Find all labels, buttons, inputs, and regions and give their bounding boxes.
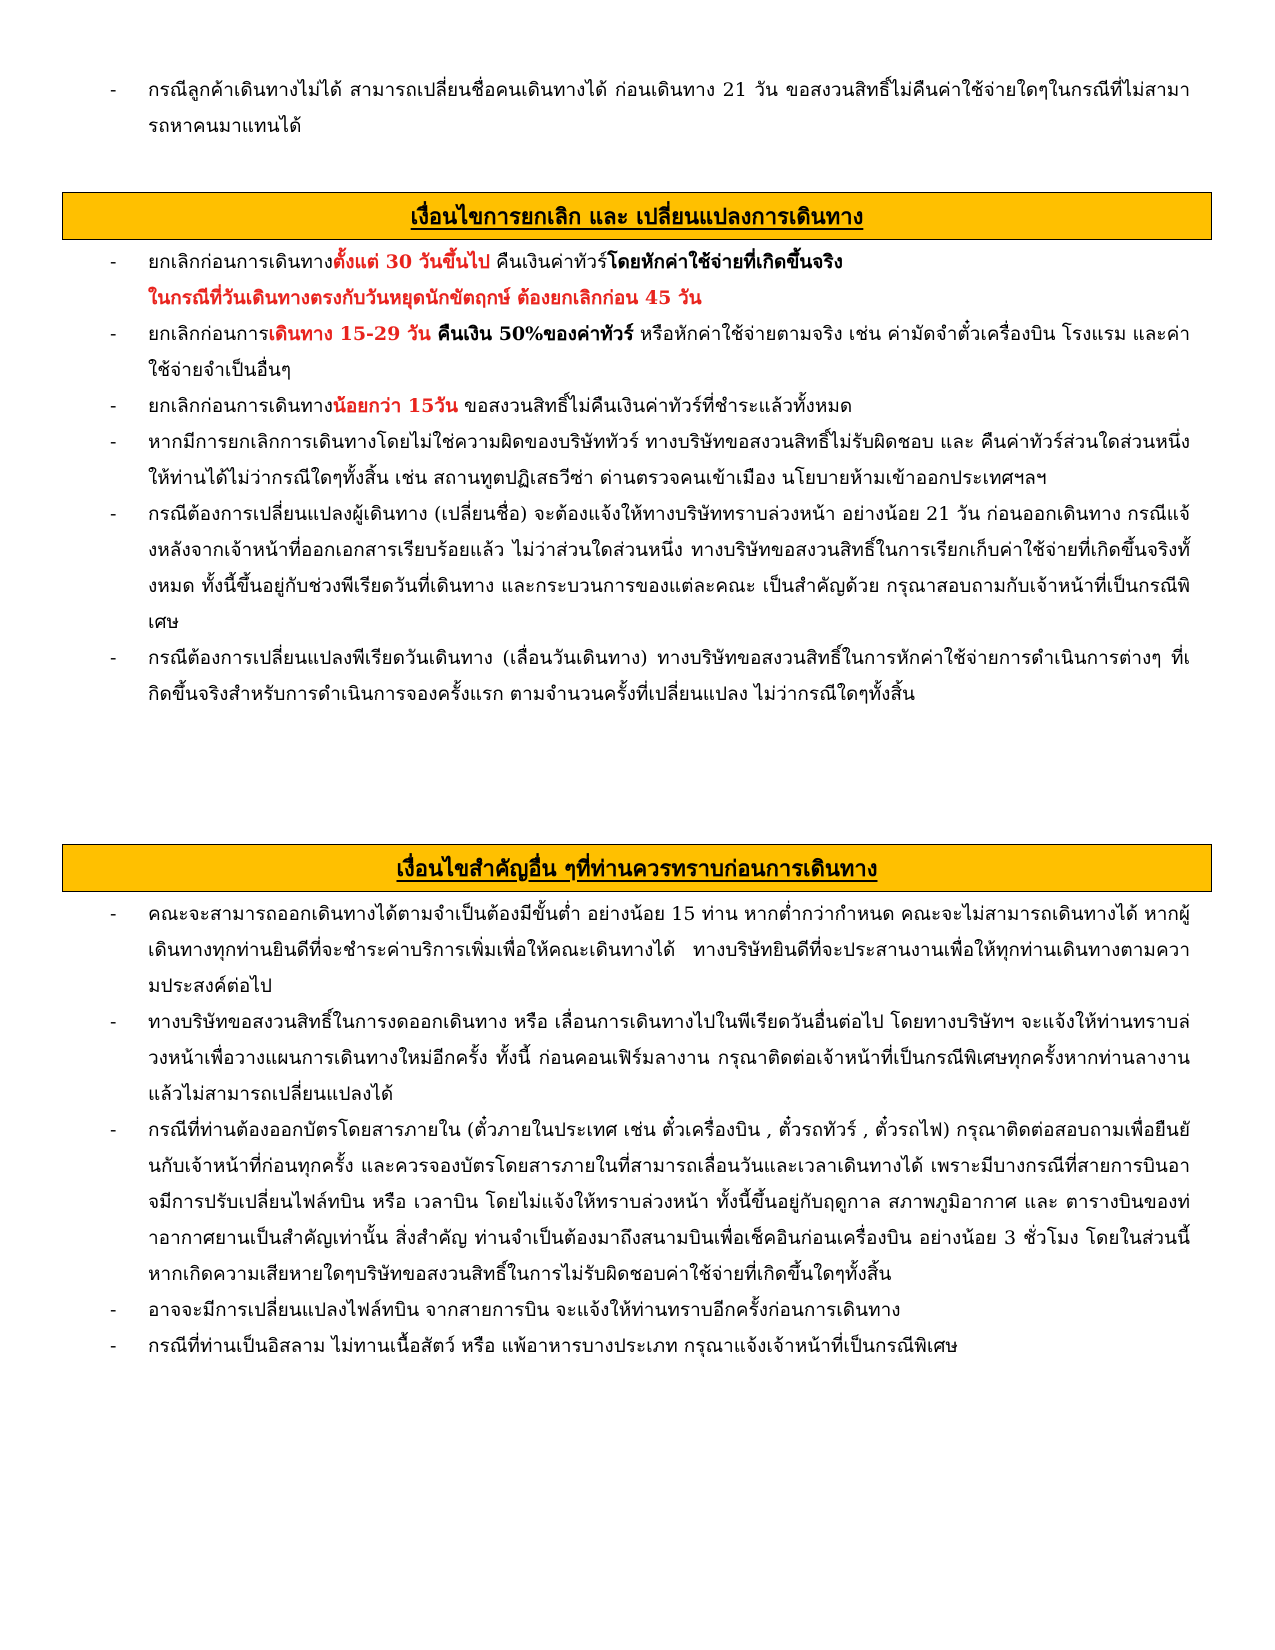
cancel-item6-text: กรณีต้องการเปลี่ยนแปลงพีเรียดวันเดินทาง (เลื่อนวันเดินทาง) ทางบริษัทขอสงวนสิทธิ์ในการหักค่าใช้จ่ายการดำเนินการต่างๆ ที่เกิดขึ้นจริงสำหรับการดำเนินการจองครั้งแรก ตามจำนวนครั้งที่เปลี่ยนแปลง ไม่ว่ากรณีใดๆทั้งสิ้น: [148, 647, 1190, 705]
cancel-item1-holiday-note: ในกรณีที่วันเดินทางตรงกับวันหยุดนักขัตฤกษ์ ต้องยกเลิกก่อน 45 วัน: [148, 287, 702, 309]
cancel-item5-text: กรณีต้องการเปลี่ยนแปลงผู้เดินทาง (เปลี่ยนชื่อ) จะต้องแจ้งให้ทางบริษัททราบล่วงหน้า อย่างน้อย 21 วัน ก่อนออกเดินทาง กรณีแจ้งหลังจากเจ้าหน้าที่ออกเอกสารเรียบร้อยแล้ว ไม่ว่าส่วนใดส่วนหนึ่ง ทางบริษัทขอสงวนสิทธิ์ในการเรียกเก็บค่าใช้จ่ายที่เกิดขึ้นจริงทั้งหมด ทั้งนี้ขึ้นอยู่กับช่วงพีเรียดวันที่เดินทาง และกระบวนการของแต่ละคณะ เป็นสำคัญด้วย กรุณาสอบถามกับเจ้าหน้าที่เป็นกรณีพิเศษ: [148, 503, 1190, 633]
cancel-item2-text: ยกเลิกก่อนการ: [148, 323, 269, 345]
bullet-dash: -: [110, 79, 117, 101]
list-item: [110, 496, 1190, 640]
bullet-dash: -: [110, 251, 117, 273]
bullet-dash: -: [110, 395, 117, 417]
intro-list: [110, 72, 1190, 144]
other-item-text: ทางบริษัทขอสงวนสิทธิ์ในการงดออกเดินทาง หรือ เลื่อนการเดินทางไปในพีเรียดวันอื่นต่อไป โดยทางบริษัทฯ จะแจ้งให้ท่านทราบล่วงหน้าเพื่อวางแผนการเดินทางใหม่อีกครั้ง ทั้งนี้ ก่อนคอนเฟิร์มลางาน กรุณาติดต่อเจ้าหน้าที่เป็นกรณีพิเศษทุกครั้งหากท่านลางานแล้วไม่สามารถเปลี่ยนแปลงได้: [148, 1011, 1190, 1105]
list-item: [110, 316, 1190, 388]
cancel-item3-highlight: น้อยกว่า 15วัน: [332, 395, 458, 417]
cancel-item2-refund: คืนเงิน 50%ของค่าทัวร์: [430, 323, 634, 345]
other-item-text: กรณีที่ท่านต้องออกบัตรโดยสารภายใน (ตั๋วภายในประเทศ เช่น ตั๋วเครื่องบิน , ตั๋วรถทัวร์ , ตั๋วรถไฟ) กรุณาติดต่อสอบถามเพื่อยืนยันกับเจ้าหน้าที่ก่อนทุกครั้ง และควรจองบัตรโดยสารภายในที่สามารถเลื่อนวันและเวลาเดินทางได้ เพราะมีบางกรณีที่สายการบินอาจมีการปรับเปลี่ยนไฟล์ทบิน หรือ เวลาบิน โดยไม่แจ้งให้ทราบล่วงหน้า ทั้งนี้ขึ้นอยู่กับฤดูกาล สภาพภูมิอากาศ และ ตารางบินของท่าอากาศยานเป็นสำคัญเท่านั้น สิ่งสำคัญ ท่านจำเป็นต้องมาถึงสนามบินเพื่อเช็คอินก่อนเครื่องบิน อย่างน้อย 3 ชั่วโมง โดยในส่วนนี้หากเกิดความเสียหายใดๆบริษัทขอสงวนสิทธิ์ในการไม่รับผิดชอบค่าใช้จ่ายที่เกิดขึ้นใดๆทั้งสิ้น: [148, 1119, 1190, 1285]
bullet-dash: -: [110, 431, 117, 453]
other-item-text: คณะจะสามารถออกเดินทางได้ตามจำเป็นต้องมีขั้นต่ำ อย่างน้อย 15 ท่าน หากต่ำกว่ากำหนด คณะจะไม่สามารถเดินทางได้ หากผู้เดินทางทุกท่านยินดีที่จะชำระค่าบริการเพิ่มเพื่อให้คณะเดินทางได้ ทางบริษัทยินดีที่จะประสานงานเพื่อให้ทุกท่านเดินทางตามความประสงค์ต่อไป: [148, 903, 1190, 997]
list-item: [110, 244, 1190, 316]
bullet-dash: -: [110, 1011, 117, 1033]
bullet-dash: -: [110, 323, 117, 345]
cancellation-list: [110, 244, 1190, 712]
cancel-item2-highlight: เดินทาง 15-29 วัน: [268, 323, 431, 345]
list-item: [110, 424, 1190, 496]
cancel-item3-rest: ขอสงวนสิทธิ์ไม่คืนเงินค่าทัวร์ที่ชำระแล้วทั้งหมด: [457, 395, 853, 417]
cancellation-header-title: เงื่อนไขการยกเลิก และ เปลี่ยนแปลงการเดินทาง: [410, 203, 864, 230]
other-conditions-list: [110, 896, 1190, 1364]
cancel-item4-text: หากมีการยกเลิกการเดินทางโดยไม่ใช่ความผิดของบริษัททัวร์ ทางบริษัทขอสงวนสิทธิ์ไม่รับผิดชอบ และ คืนค่าทัวร์ส่วนใดส่วนหนึ่งให้ท่านได้ไม่ว่ากรณีใดๆทั้งสิ้น เช่น สถานทูตปฏิเสธวีซ่า ด่านตรวจคนเข้าเมือง นโยบายห้ามเข้าออกประเทศฯลฯ: [148, 431, 1190, 489]
bullet-dash: -: [110, 1119, 117, 1141]
bullet-dash: -: [110, 1335, 117, 1357]
list-item: [110, 1328, 1190, 1364]
list-item: [110, 72, 1190, 144]
list-item: [110, 388, 1190, 424]
other-conditions-header-title: เงื่อนไขสำคัญอื่น ๆที่ท่านควรทราบก่อนการเดินทาง: [396, 855, 878, 882]
other-item-text: อาจจะมีการเปลี่ยนแปลงไฟล์ทบิน จากสายการบิน จะแจ้งให้ท่านทราบอีกครั้งก่อนการเดินทาง: [148, 1299, 901, 1321]
list-item: [110, 896, 1190, 1004]
bullet-dash: -: [110, 1299, 117, 1321]
list-item: [110, 1112, 1190, 1292]
cancel-item1-refund: คืนเงินค่าทัวร์: [489, 251, 608, 273]
cancel-item2-rest: หรือหักค่าใช้จ่ายตามจริง เช่น ค่ามัดจำตั๋วเครื่องบิน โรงแรม และค่าใช้จ่ายจำเป็นอื่นๆ: [148, 323, 1190, 381]
bullet-dash: -: [110, 503, 117, 525]
cancel-item1-deduct: โดยหักค่าใช้จ่ายที่เกิดขึ้นจริง: [607, 251, 843, 273]
bullet-dash: -: [110, 903, 117, 925]
intro-item-text: กรณีลูกค้าเดินทางไม่ได้ สามารถเปลี่ยนชื่อคนเดินทางได้ ก่อนเดินทาง 21 วัน ขอสงวนสิทธิ์ไม่คืนค่าใช้จ่ายใดๆในกรณีที่ไม่สามารถหาคนมาแทนได้: [148, 79, 1190, 137]
list-item: [110, 1004, 1190, 1112]
list-item: [110, 640, 1190, 712]
other-conditions-section-header: [62, 844, 1212, 892]
cancel-item1-text: ยกเลิกก่อนการเดินทาง: [148, 251, 333, 273]
cancellation-section-header: [62, 192, 1212, 240]
bullet-dash: -: [110, 647, 117, 669]
list-item: [110, 1292, 1190, 1328]
cancel-item3-text: ยกเลิกก่อนการเดินทาง: [148, 395, 333, 417]
other-item-text: กรณีที่ท่านเป็นอิสลาม ไม่ทานเนื้อสัตว์ หรือ แพ้อาหารบางประเภท กรุณาแจ้งเจ้าหน้าที่เป็นกรณีพิเศษ: [148, 1335, 958, 1357]
cancel-item1-highlight: ตั้งแต่ 30 วันขึ้นไป: [332, 251, 490, 273]
